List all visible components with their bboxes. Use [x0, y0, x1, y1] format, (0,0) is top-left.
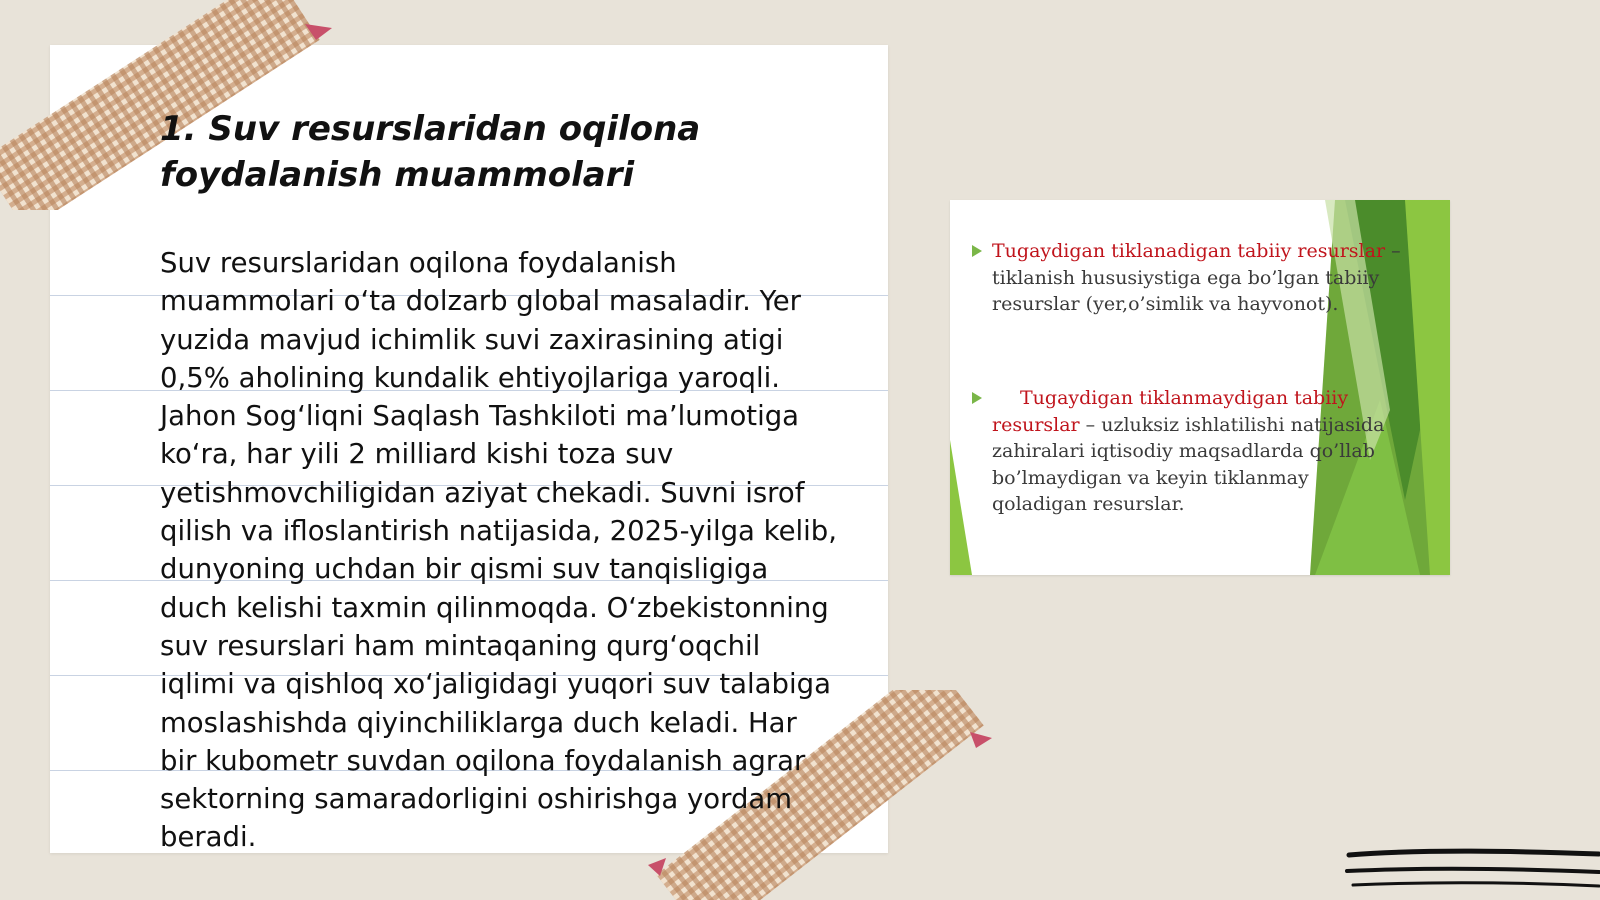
bullet-term: Tugaydigan tiklanmaydigan tabiiy resurslar [992, 387, 1349, 436]
bullet-definition: – uzluksiz ishlatilishi natijasida zahiralari iqtisodiy maqsadlarda qo’llab bo’lmaydigan va keyin tiklanmay qoladigan resurslar. [992, 413, 1385, 515]
resources-image-card [950, 200, 1450, 575]
slide-title: 1. Suv resurslaridan oqilona foydalanish muammolari [160, 109, 701, 195]
bullet-nonrenewable [992, 385, 1402, 518]
bullet-arrow-icon [972, 392, 982, 404]
bullet-arrow-icon [972, 245, 982, 257]
brush-strokes-decoration [1345, 845, 1600, 900]
bullet-definition: – tiklanish hususiystiga ega bo’lgan tabiiy resurslar (yer,o’simlik va hayvonot). [992, 240, 1401, 315]
bullet-term: Tugaydigan tiklanadigan tabiiy resurslar [992, 240, 1386, 262]
slide-body-text: Suv resurslaridan oqilona foydalanish muammolari o‘ta dolzarb global masaladir. Yer yuzida mavjud ichimlik suvi zaxirasining atigi 0,5% aholining kundalik ehtiyojlariga yaroqli. Jahon Sog‘liqni Saqlash Tashkiloti ma’lumotiga ko‘ra, har yili 2 milliard kishi toza suv yetishmovchiligidan aziyat chekadi. Suvni isrof qilish va ifloslantirish natijasida, 2025-yilga kelib, dunyoning uchdan bir qismi suv tanqisligiga duch kelishi taxmin qilinmoqda. O‘zbekistonning suv resurslari ham mintaqaning qurg‘oqchil iqlimi va qishloq xo‘jaligidagi yuqori suv talabiga moslashishda qiyinchiliklarga duch keladi. Har bir kubometr suvdan oqilona foydalanish agrar sektorning samaradorligini oshirishga yordam beradi. [160, 247, 837, 854]
bullet-renewable [992, 238, 1402, 318]
